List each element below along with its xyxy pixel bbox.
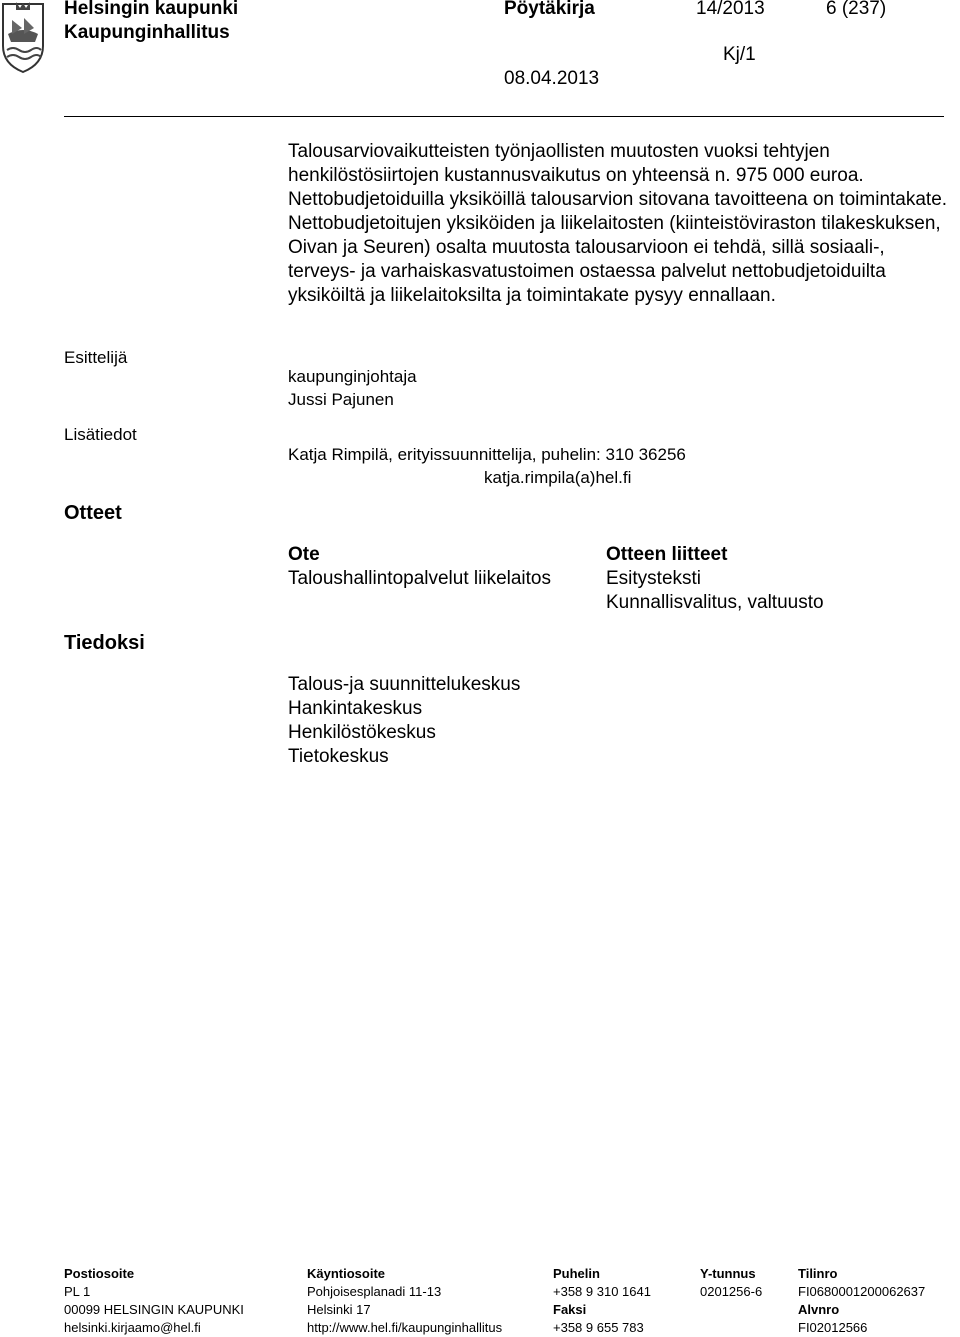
body-paragraph xyxy=(288,140,948,308)
footer-account xyxy=(798,1265,925,1337)
footer-line: PL 1 xyxy=(64,1284,91,1299)
footer-phone xyxy=(553,1265,651,1337)
document-type: Pöytäkirja xyxy=(504,0,595,19)
department-name: Kaupunginhallitus xyxy=(64,22,230,43)
case-code: Kj/1 xyxy=(723,44,756,65)
extract-heading: Ote xyxy=(288,544,320,565)
footer-heading: Puhelin xyxy=(553,1266,600,1281)
footer-line: +358 9 655 783 xyxy=(553,1320,644,1335)
information-recipient: Tietokeskus xyxy=(288,746,389,767)
page-number: 6 (237) xyxy=(826,0,887,19)
footer-business-id xyxy=(700,1265,762,1301)
footer-line: Helsinki 17 xyxy=(307,1302,371,1317)
footer-heading: Käyntiosoite xyxy=(307,1266,386,1281)
meeting-number: 14/2013 xyxy=(696,0,765,19)
footer-heading: Faksi xyxy=(553,1302,587,1317)
footer-heading: Y-tunnus xyxy=(700,1266,756,1281)
contact-email: katja.rimpila(a)hel.fi xyxy=(484,468,632,487)
information-recipient: Hankintakeskus xyxy=(288,698,423,719)
body-paragraph-text: Talousarviovaikutteisten työnjaollisten muutosten vuoksi tehtyjen henkilöstösiirtojen kustannusvaikutus on yhteensä n. 975 000 euroa. Nettobudjetoiduilla yksiköillä talousarvion sitovana tavoitteena on toimintakate. Nettobudjetoitujen yksiköiden ja liikelaitosten (kiinteistöviraston tilakeskuksen, Oivan ja Seuren) osalta muutosta talousarvioon ei tehdä, sillä sosiaali-, terveys- ja varhaiskasvatustoimen ostaessa palvelut nettobudjetoiduilta yksiköiltä ja liikelaitoksilta ja toimintakate pysyy ennallaan. xyxy=(288,141,948,306)
footer-heading: Alvnro xyxy=(798,1302,840,1317)
additional-info-label: Lisätiedot xyxy=(64,425,137,444)
footer-line: FI02012566 xyxy=(798,1320,868,1335)
extracts-label: Otteet xyxy=(64,502,122,524)
presenter-title: kaupunginjohtaja xyxy=(288,367,417,386)
footer-email-link[interactable]: helsinki.kirjaamo@hel.fi xyxy=(64,1320,201,1335)
extract-attachments-heading: Otteen liitteet xyxy=(606,544,728,565)
footer-line: +358 9 310 1641 xyxy=(553,1284,651,1299)
information-recipient: Talous-ja suunnittelukeskus xyxy=(288,674,521,695)
extract-recipient: Taloushallintopalvelut liikelaitos xyxy=(288,568,551,589)
presenter-name: Jussi Pajunen xyxy=(288,390,394,409)
footer-line: 00099 HELSINGIN KAUPUNKI xyxy=(64,1302,244,1317)
helsinki-coat-of-arms-icon xyxy=(0,0,46,74)
header-divider xyxy=(64,116,944,117)
org-name: Helsingin kaupunki xyxy=(64,0,239,19)
footer-line: Pohjoisesplanadi 11-13 xyxy=(307,1284,442,1299)
information-recipient: Henkilöstökeskus xyxy=(288,722,436,743)
extract-attachment-item: Esitysteksti xyxy=(606,568,702,589)
footer-postal-address xyxy=(64,1265,244,1337)
footer-heading: Postiosoite xyxy=(64,1266,135,1281)
footer-line: FI0680001200062637 xyxy=(798,1284,926,1299)
presenter-label: Esittelijä xyxy=(64,348,128,367)
footer-website-link[interactable]: http://www.hel.fi/kaupunginhallitus xyxy=(307,1320,503,1335)
footer-line: 0201256-6 xyxy=(700,1284,763,1299)
meeting-date: 08.04.2013 xyxy=(504,68,600,89)
for-information-label: Tiedoksi xyxy=(64,632,145,654)
contact-info: Katja Rimpilä, erityissuunnittelija, puhelin: 310 36256 xyxy=(288,445,686,464)
footer-heading: Tilinro xyxy=(798,1266,838,1281)
extract-attachment-item: Kunnallisvalitus, valtuusto xyxy=(606,592,824,613)
footer-visiting-address xyxy=(307,1265,502,1337)
